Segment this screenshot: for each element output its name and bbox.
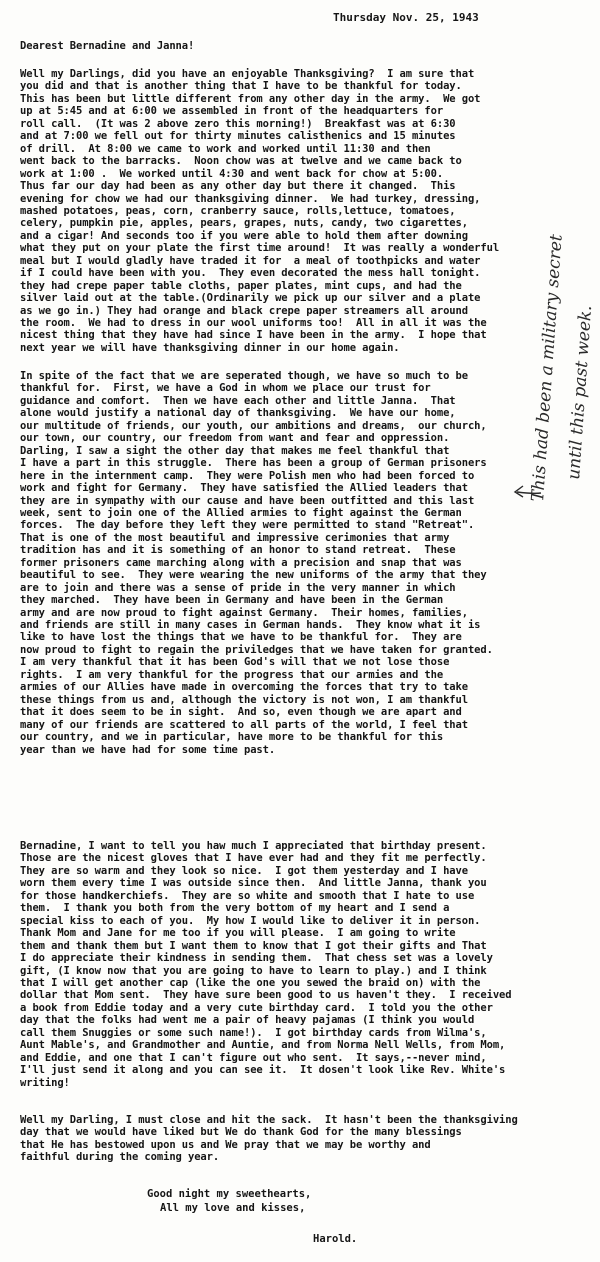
handwritten-margin-note [503,180,593,510]
letter-line: silver laid out at the table.(Ordinarily we pick up our silver and a plate [20,292,481,305]
letter-line: evening for chow we had our thanksgiving dinner. We had turkey, dressing, [20,192,481,205]
letter-line: week, sent to join one of the Allied armies to fight against the German [20,506,462,519]
letter-line: celery, pumpkin pie, apples, pears, grapes, nuts, candy, two cigarettes, [20,217,468,230]
margin-note-line1: This had been a military secret [528,233,567,503]
letter-line: that He has bestowed upon us and We pray that we may be worthy and [20,1138,431,1151]
letter-line: Thus far our day had been as any other day but there it changed. This [20,180,456,193]
letter-line: call them Snuggies or some such name!). I got birthday cards from Wilma's, [20,1026,487,1039]
letter-line: Thank Mom and Jane for me too if you will please. I am going to write [20,927,456,940]
letter-line: tradition has and it is something of an honor to stand retreat. These [20,544,456,557]
letter-line: That is one of the most beautiful and impressive cerimonies that army [20,531,450,544]
letter-line: work at 1:00 . We worked until 4:30 and went back for chow at 5:00. [20,167,444,180]
letter-line: went back to the barracks. Noon chow was at twelve and we came back to [20,155,462,168]
letter-line: special kiss to each of you. My how I would like to deliver it in person. [20,914,481,927]
letter-line: writing! [20,1076,70,1089]
letter-line: roll call. (It was 2 above zero this morning!) Breakfast was at 6:30 [20,117,456,130]
letter-line: many of our friends are scattered to all parts of the world, I feel that [20,718,468,731]
letter-line: now proud to fight to regain the priviledges that we have taken for granted. [20,643,493,656]
letter-line: They are so warm and they look so nice. I got them yesterday and I have [20,864,468,877]
letter-date: Thursday Nov. 25, 1943 [333,11,479,24]
closing-goodnight: Good night my sweethearts, [147,1188,312,1200]
letter-line: as we go in.) They had orange and black crepe paper streamers all around [20,304,468,317]
letter-line: they marched. They have been in Germany and have been in the German [20,594,444,607]
letter-line: a book from Eddie today and a very cute birthday card. I told you the other [20,1001,493,1014]
letter-line: here in the internment camp. They were Polish men who had been forced to [20,469,475,482]
letter-line: meal but I would gladly have traded it for a meal of toothpicks and water [20,254,481,267]
letter-line: like to have lost the things that we have to be thankful for. They are [20,631,462,644]
letter-line: Darling, I saw a sight the other day that makes me feel thankful that [20,444,450,457]
letter-line: forces. The day before they left they were permitted to stand "Retreat". [20,519,475,532]
letter-line: them and thank them but I want them to know that I got their gifts and That [20,939,487,952]
letter-line: next year we will have thanksgiving dinner in our home again. [20,341,400,354]
letter-line: work and fight for Germany. They have satisfied the Allied leaders that [20,482,468,495]
letter-line: the room. We had to dress in our wool uniforms too! All in all it was the [20,317,487,329]
letter-line: guidance and comfort. Then we have each other and little Janna. That [20,394,456,407]
letter-line: mashed potatoes, peas, corn, cranberry sauce, rolls,lettuce, tomatoes, [20,204,456,217]
letter-line: Aunt Mable's, and Grandmother and Auntie, and from Norma Nell Wells, from Mom, [20,1039,506,1052]
letter-line: Well my Darling, I must close and hit the sack. It hasn't been the thanksgiving [20,1114,518,1126]
letter-line: alone would justify a national day of thanksgiving. We have our home, [20,407,456,420]
letter-line: I have a part in this struggle. There has been a group of German prisoners [20,457,487,470]
letter-line: rights. I am very thankful for the progress that our armies and the [20,668,444,681]
letter-line: day that we would have liked but We do thank God for the many blessings [20,1126,462,1139]
letter-line: our multitude of friends, our youth, our ambitions and dreams, our church, [20,419,487,432]
letter-line: our town, our country, our freedom from want and fear and oppression. [20,432,450,445]
closing-love: All my love and kisses, [160,1202,306,1214]
margin-arrowhead-icon [515,486,523,497]
letter-line: are to join and there was a sense of pride in the very manner in which [20,581,456,594]
letter-line: I am very thankful that it has been God's will that we not lose those [20,656,450,669]
letter-line: that it does seem to be in sight. And so, even though we are apart and [20,706,462,719]
letter-line: nicest thing that they have had since I have been in the army. I hope that [20,329,487,342]
letter-line: In spite of the fact that we are seperated though, we have so much to be [20,370,468,382]
letter-line: and a cigar! And seconds too if you were able to hold them after downing [20,229,468,242]
letter-line: faithful during the coming year. [20,1151,220,1164]
letter-line: up at 5:45 and at 6:00 we assembled in front of the headquarters for [20,105,444,118]
letter-line: Bernadine, I want to tell you haw much I appreciated that birthday present. [20,840,487,852]
letter-line: I'll just send it along and you can see it. It dosen't look like Rev. White's [20,1064,506,1077]
letter-line: army and are now proud to fight against Germany. Their homes, families, [20,606,468,619]
letter-line: you did and that is another thing that I have to be thankful for today. [20,80,462,93]
salutation: Dearest Bernadine and Janna! [20,40,195,52]
letter-line: This has been but little different from any other day in the army. We got [20,92,481,105]
letter-line: armies of our Allies have made in overcoming the forces that try to take [20,681,468,694]
letter-line: that I will get another cap (like the one you sewed the braid on) with the [20,976,481,989]
letter-line: former prisoners came marching along with a precision and snap that was [20,556,462,569]
letter-line: our country, and we in particular, have more to be thankful for this [20,731,444,744]
signature: Harold. [313,1233,358,1245]
margin-note-line2: until this past week. [564,304,593,481]
letter-line: and at 7:00 we fell out for thirty minutes calisthenics and 15 minutes [20,130,456,143]
letter-line: day that the folks had went me a pair of heavy pajamas (I think you would [20,1014,475,1027]
letter-line: Those are the nicest gloves that I have ever had and they fit me perfectly. [20,852,487,865]
letter-line: what they put on your plate the first time around! It was really a wonderful [20,242,500,255]
letter-line: for those handkerchiefs. They are so white and smooth that I hate to use [20,889,475,902]
letter-line: beautiful to see. They were wearing the new uniforms of the army that they [20,569,487,582]
letter-line: Well my Darlings, did you have an enjoyable Thanksgiving? I am sure that [20,68,475,80]
letter-line: of drill. At 8:00 we came to work and worked until 11:30 and then [20,142,431,155]
letter-line: they had crepe paper table cloths, paper plates, mint cups, and had the [20,279,462,292]
letter-line: and friends are still in many cases in German hands. They know what it is [20,619,481,631]
letter-line: year than we have had for some time past. [20,743,276,756]
letter-line: them. I thank you both from the very bottom of my heart and I send a [20,902,450,915]
letter-line: gift, (I know now that you are going to have to learn to play.) and I think [20,964,487,977]
letter-line: if I could have been with you. They even decorated the mess hall tonight. [20,267,481,280]
letter-line: these things from us and, although the victory is not won, I am thankful [20,693,468,706]
letter-line: dollar that Mom sent. They have sure been good to us haven't they. I received [20,989,512,1002]
letter-line: worn them every time I was outside since then. And little Janna, thank you [20,877,487,890]
margin-note-svg [503,180,593,510]
letter-line: and Eddie, and one that I can't figure out who sent. It says,--never mind, [20,1051,487,1064]
letter-line: I do appreciate their kindness in sending them. That chess set was a lovely [20,952,493,965]
letter-line: thankful for. First, we have a God in whom we place our trust for [20,382,431,395]
letter-line: they are in sympathy with our cause and have been outfitted and this last [20,494,475,507]
